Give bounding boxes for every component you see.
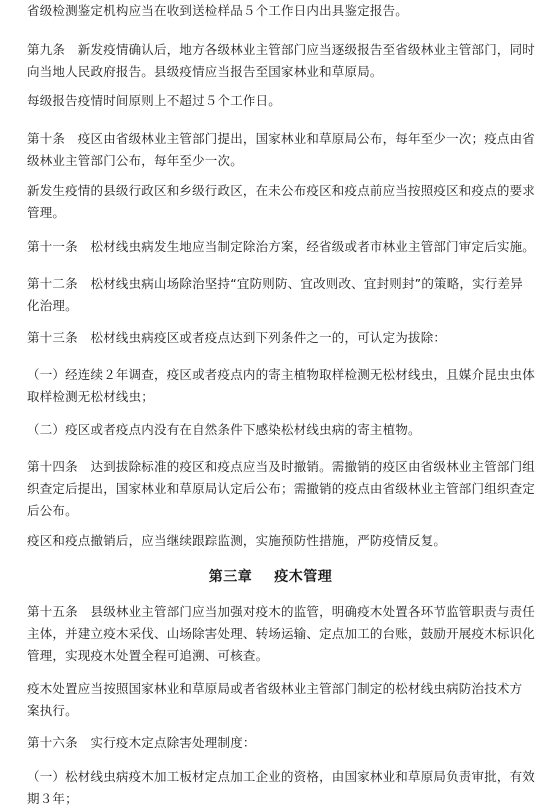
text-line: 第十五条 县级林业主管部门应当加强对疫木的监管，明确疫木处置各环节监管职责与责任 [27,604,536,619]
text-line: 第九条 新发疫情确认后，地方各级林业主管部门应当逐级报告至省级林业主管部门，同时 [27,42,536,57]
article-10 [27,128,536,172]
text-line: 第十三条 松材线虫病疫区或者疫点达到下列条件之一的，可认定为拔除： [27,330,447,345]
chapter-heading [0,565,541,589]
list-item [27,766,536,810]
paragraph [27,90,519,112]
text-line: 第十四条 达到拔除标准的疫区和疫点应当及时撤销。需撤销的疫区由省级林业主管部门组 [27,459,536,474]
article-16 [27,732,519,754]
text-line: 第十一条 松材线虫病发生地应当制定除治方案，经省级或者市林业主管部门审定后实施。 [27,239,536,254]
text-line: （二）疫区或者疫点内没有在自然条件下感染松材线虫病的寄主植物。 [27,422,421,437]
article-12 [27,273,523,317]
text-line: 疫区和疫点撤销后，应当继续跟踪监测，实施预防性措施，严防疫情反复。 [27,533,447,548]
text-line: 级林业主管部门公布，每年至少一次。 [27,153,243,168]
chapter-number: 第三章 [208,569,253,585]
text-line: 取样检测无松材线虫； [27,389,155,404]
text-line: （一）经连续２年调查，疫区或者疫点内的寄主植物取样检测无松材线虫，且媒介昆虫虫体 [27,367,536,382]
paragraph [27,180,536,224]
text-line: 向当地人民政府报告。县级疫情应当报告至国家林业和草原局。 [27,64,383,79]
text-line: 每级报告疫情时间原则上不超过５个工作日。 [27,93,282,108]
paragraph [27,0,519,22]
text-line: 新发生疫情的县级行政区和乡级行政区，在未公布疫区和疫点前应当按照疫区和疫点的要求 [27,183,536,198]
text-line: 后公布。 [27,503,78,518]
chapter-title: 疫木管理 [274,569,333,585]
text-line: 主体，并建立疫木采伐、山场除害处理、转场运输、定点加工的台账，鼓励开展疫木标识化 [27,626,536,641]
text-line: （一）松材线虫病疫木加工板材定点加工企业的资格，由国家林业和草原局负责审批，有效 [27,769,536,784]
text-line: 化治理。 [27,298,78,313]
text-line: 省级检测鉴定机构应当在收到送检样品５个工作日内出具鉴定报告。 [27,3,409,18]
text-line: 管理，实现疫木处置全程可追溯、可核查。 [27,648,269,663]
list-item [27,419,519,441]
article-9 [27,39,536,83]
list-item [27,364,536,408]
text-line: 第十二条 松材线虫病山场除治坚持“宜防则防、宜改则改、宜封则封”的策略，实行差异 [27,276,523,291]
text-line: 第十六条 实行疫木定点除害处理制度： [27,735,256,750]
paragraph [27,530,519,552]
text-line: 第十条 疫区由省级林业主管部门提出，国家林业和草原局公布，每年至少一次；疫点由省 [27,131,536,146]
article-15 [27,601,536,667]
text-line: 案执行。 [27,703,78,718]
text-line: 织查定后提出，国家林业和草原局认定后公布；需撤销的疫点由省级林业主管部门组织查定 [27,481,536,496]
article-11 [27,236,536,258]
paragraph [27,678,523,722]
article-14 [27,456,536,522]
article-13 [27,327,519,349]
text-line: 期３年； [27,791,78,806]
text-line: 管理。 [27,205,66,220]
text-line: 疫木处置应当按照国家林业和草原局或者省级林业主管部门制定的松材线虫病防治技术方 [27,681,523,696]
